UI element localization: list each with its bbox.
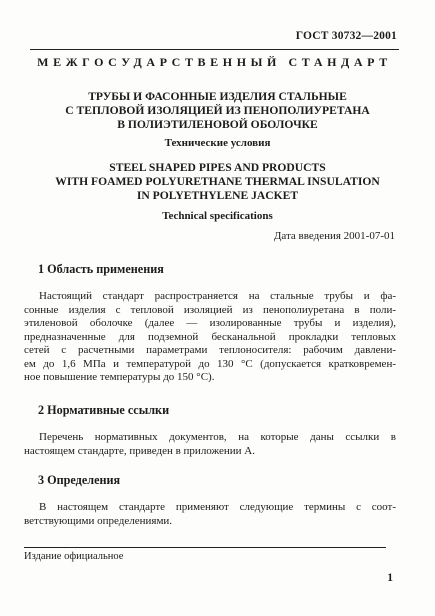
title-ru-line: ТРУБЫ И ФАСОННЫЕ ИЗДЕЛИЯ СТАЛЬНЫЕ [88,90,347,103]
subtitle-english: Technical specifications [162,210,273,222]
title-ru-line: В ПОЛИЭТИЛЕНОВОЙ ОБОЛОЧКЕ [117,118,318,131]
page-number: 1 [387,572,393,584]
title-russian [40,90,395,132]
title-english [40,161,395,203]
footer-rule [24,547,386,548]
section-heading-definitions: 3 Определения [38,473,121,487]
paragraph-line: предназначенные для подземной бесканальной прокладки тепловых [24,330,396,343]
title-en-line: STEEL SHAPED PIPES AND PRODUCTS [109,161,326,174]
introduction-date: Дата введения 2001-07-01 [273,230,395,242]
edition-label: Издание официальное [24,551,124,562]
section-heading-references: 2 Нормативные ссылки [38,403,170,417]
section-heading-scope: 1 Область применения [38,262,164,276]
paragraph-line: ем до 1,6 МПа и температурой до 130 °С (допускается кратковремен- [24,357,396,370]
section-paragraph-scope [24,290,396,385]
paragraph-line: В настоящем стандарте применяют следующие термины с соот- [39,501,396,513]
paragraph-line: Настоящий стандарт распространяется на стальные трубы и фа- [39,290,396,302]
paragraph-line: сетей с расчетными параметрами теплоносителя: рабочим давлени- [24,344,396,356]
paragraph-line: сонные изделия с тепловой изоляцией из пенополиуретана в поли- [24,303,396,316]
paragraph-line: ветствующими определениями. [24,514,173,527]
gost-code: ГОСТ 30732—2001 [295,30,397,42]
subtitle-russian: Технические условия [164,137,271,149]
paragraph-line: настоящем стандарте, приведен в приложении А. [24,444,255,457]
paragraph-line: Перечень нормативных документов, на которые даны ссылки в [39,431,396,443]
section-paragraph-references [24,431,396,458]
header-rule [30,49,399,50]
interstate-standard-label: МЕЖГОСУДАРСТВЕННЫЙ СТАНДАРТ [37,55,392,69]
section-paragraph-definitions [24,501,396,528]
title-en-line: WITH FOAMED POLYURETHANE THERMAL INSULATION [55,175,380,188]
paragraph-line: этиленовой оболочке (далее — изолированные трубы и изделия), [24,317,396,329]
title-ru-line: С ТЕПЛОВОЙ ИЗОЛЯЦИЕЙ ИЗ ПЕНОПОЛИУРЕТАНА [65,104,370,117]
title-en-line: IN POLYETHYLENE JACKET [136,189,299,202]
paragraph-line: ное повышение температуры до 150 °С). [24,371,215,383]
